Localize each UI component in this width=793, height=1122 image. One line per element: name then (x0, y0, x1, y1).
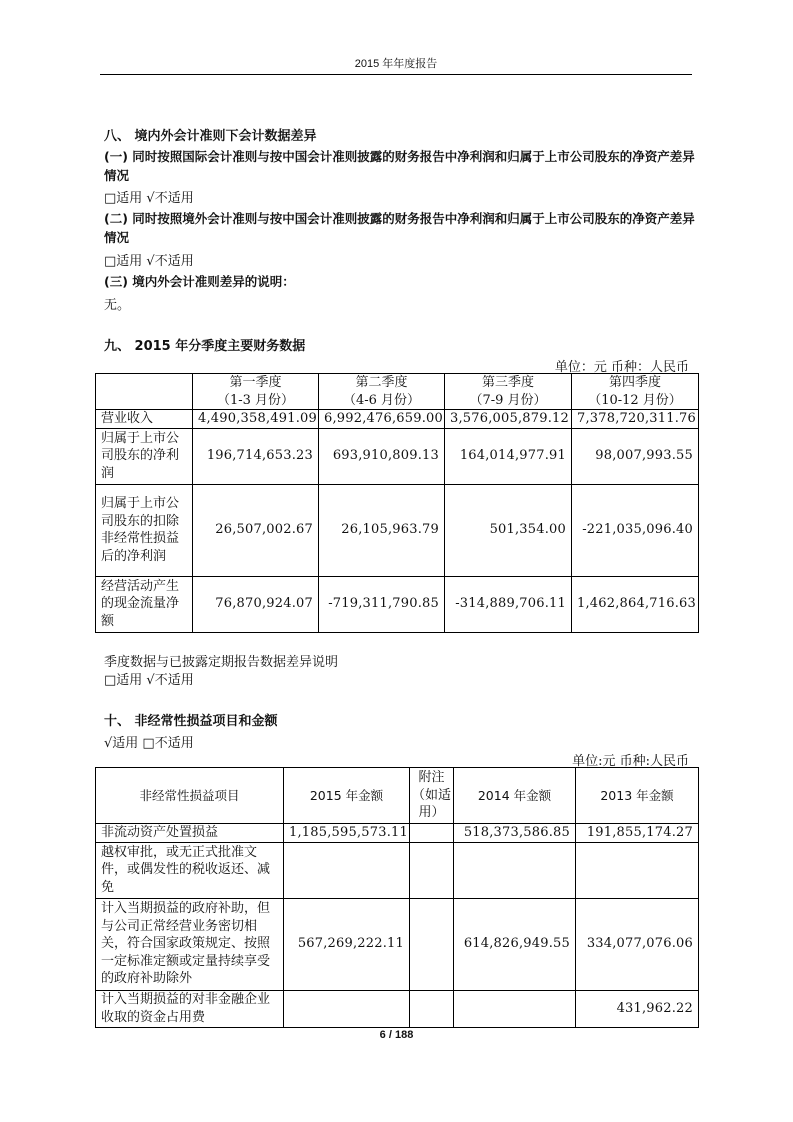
page-header: 2015 年年度报告 (354, 58, 438, 70)
table-row (96, 824, 699, 843)
cell-value: -221,035,096.40 (572, 484, 699, 576)
quarterly-table (95, 373, 699, 633)
section-8-sub3: (三) 境内外会计准则差异的说明： (104, 274, 295, 289)
cell-value: 26,105,963.79 (319, 484, 445, 576)
cell-value (284, 990, 410, 1027)
section-8-sub1-option: □适用 √不适用 (104, 191, 194, 206)
header-note: 附注（如适用） (410, 768, 454, 824)
nonrecurring-table (95, 767, 699, 1028)
cell-value: 1,462,864,716.63 (572, 576, 699, 632)
table-row (96, 484, 699, 576)
cell-value (576, 842, 699, 898)
cell-value: -719,311,790.85 (319, 576, 445, 632)
cell-value: 164,014,977.91 (445, 428, 572, 484)
cell-value: 3,576,005,879.12 (445, 410, 572, 429)
section-9-title: 九、 2015 年分季度主要财务数据 (104, 339, 306, 354)
row-label: 非流动资产处置损益 (96, 824, 284, 843)
quarterly-header-q2: 第二季度 （4-6 月份） (319, 374, 445, 410)
row-label: 经营活动产生的现金流量净额 (96, 576, 193, 632)
section-9-unit: 单位：元 币种：人民币 (554, 360, 689, 375)
nonrecurring-header-row (96, 768, 699, 824)
table-row (96, 842, 699, 898)
row-label: 计入当期损益的对非金融企业收取的资金占用费 (96, 990, 284, 1027)
quarterly-header-row (96, 374, 699, 410)
quarterly-header-corner (96, 374, 193, 410)
cell-note (410, 824, 454, 843)
cell-note (410, 842, 454, 898)
cell-value: 334,077,076.06 (576, 898, 699, 990)
table-row (96, 410, 699, 429)
header-2013: 2013 年金额 (576, 768, 699, 824)
section-8-sub2-option: □适用 √不适用 (104, 254, 194, 269)
table-row (96, 990, 699, 1027)
cell-value: 76,870,924.07 (193, 576, 319, 632)
row-label: 越权审批，或无正式批准文件，或偶发性的税收返还、减免 (96, 842, 284, 898)
cell-value: 501,354.00 (445, 484, 572, 576)
row-label: 归属于上市公司股东的扣除非经常性损益后的净利润 (96, 484, 193, 576)
cell-value: 196,714,653.23 (193, 428, 319, 484)
section-9-note-option: □适用 √不适用 (104, 673, 194, 688)
cell-value: 26,507,002.67 (193, 484, 319, 576)
cell-value: 98,007,993.55 (572, 428, 699, 484)
quarterly-header-q3: 第三季度 （7-9 月份） (445, 374, 572, 410)
cell-value: 518,373,586.85 (454, 824, 576, 843)
header-2014: 2014 年金额 (454, 768, 576, 824)
cell-value: 431,962.22 (576, 990, 699, 1027)
row-label: 计入当期损益的政府补助，但与公司正常经营业务密切相关，符合国家政策规定、按照一定标准定额或定量持续享受的政府补助除外 (96, 898, 284, 990)
section-8-title: 八、 境内外会计准则下会计数据差异 (104, 129, 317, 144)
cell-value (454, 842, 576, 898)
quarterly-header-q1: 第一季度 （1-3 月份） (193, 374, 319, 410)
section-8-sub3-text: 无。 (104, 298, 131, 313)
cell-value: 4,490,358,491.09 (193, 410, 319, 429)
section-10-unit: 单位:元 币种:人民币 (572, 754, 689, 769)
page-number: 6 / 188 (379, 1029, 414, 1041)
cell-value: 191,855,174.27 (576, 824, 699, 843)
row-label: 归属于上市公司股东的净利润 (96, 428, 193, 484)
cell-value: 6,992,476,659.00 (319, 410, 445, 429)
section-8-sub2: (二) 同时按照境外会计准则与按中国会计准则披露的财务报告中净利润和归属于上市公司股东的净资产差异情况 (104, 211, 695, 245)
cell-value: 614,826,949.55 (454, 898, 576, 990)
section-10-title: 十、 非经常性损益项目和金额 (104, 714, 278, 729)
header-2015: 2015 年金额 (284, 768, 410, 824)
cell-value: 1,185,595,573.11 (284, 824, 410, 843)
cell-value: -314,889,706.11 (445, 576, 572, 632)
cell-value: 567,269,222.11 (284, 898, 410, 990)
section-8-sub1: (一) 同时按照国际会计准则与按中国会计准则披露的财务报告中净利润和归属于上市公司股东的净资产差异情况 (104, 149, 695, 183)
header-item: 非经常性损益项目 (96, 768, 284, 824)
quarterly-header-q4: 第四季度 （10-12 月份） (572, 374, 699, 410)
header-divider (100, 74, 692, 75)
cell-value: 693,910,809.13 (319, 428, 445, 484)
table-row (96, 428, 699, 484)
cell-value: 7,378,720,311.76 (572, 410, 699, 429)
section-10-option: √适用 □不适用 (104, 736, 194, 751)
table-row (96, 576, 699, 632)
section-9-note: 季度数据与已披露定期报告数据差异说明 (104, 655, 339, 670)
table-row (96, 898, 699, 990)
cell-value (284, 842, 410, 898)
cell-note (410, 990, 454, 1027)
row-label: 营业收入 (96, 410, 193, 429)
cell-value (454, 990, 576, 1027)
cell-note (410, 898, 454, 990)
